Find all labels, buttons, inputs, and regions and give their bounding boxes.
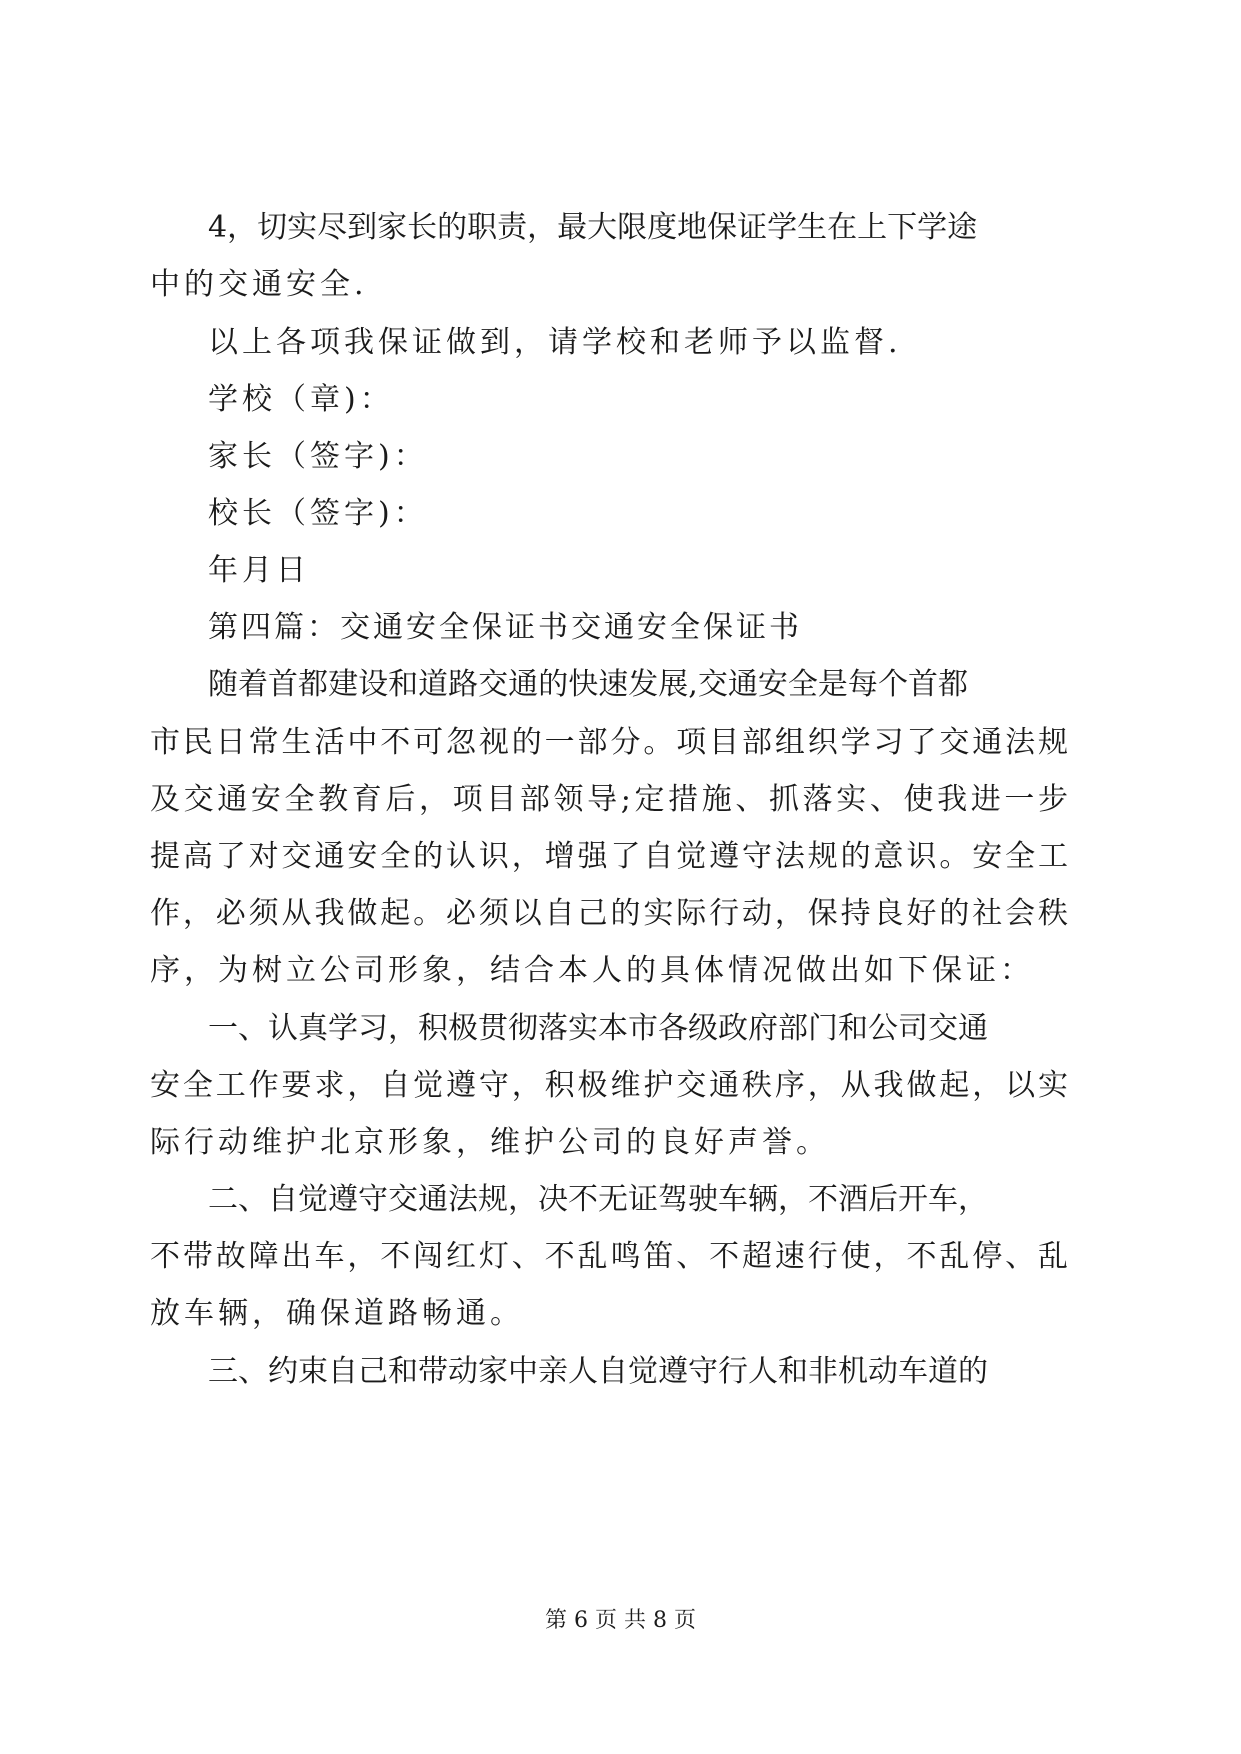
page-footer: 第 6 页 共 8 页 (545, 1608, 696, 1633)
item-3-line-1: 三、约束自己和带动家中亲人自觉遵守行人和非机动车道的 (208, 1354, 988, 1389)
intro-paragraph-line-5: 作，必须从我做起。必须以自己的实际行动，保持良好的社会秩 (150, 896, 1068, 931)
item-1-line-2: 安全工作要求，自觉遵守，积极维护交通秩序，从我做起，以实 (150, 1068, 1068, 1103)
date-label: 年月日 (208, 553, 310, 588)
parent-signature-label: 家长（签字)： (208, 439, 428, 474)
section-heading: 第四篇：交通安全保证书交通安全保证书 (208, 610, 802, 645)
item-2-line-1: 二、自觉遵守交通法规，决不无证驾驶车辆，不酒后开车， (208, 1182, 988, 1217)
intro-paragraph-line-4: 提高了对交通安全的认识，增强了自觉遵守法规的意识。安全工 (150, 839, 1068, 874)
item-1-line-1: 一、认真学习，积极贯彻落实本市各级政府部门和公司交通 (208, 1011, 988, 1046)
intro-paragraph-line-3: 及交通安全教育后，项目部领导;定措施、抓落实、使我进一步 (150, 782, 1068, 817)
item-2-line-3: 放车辆，确保道路畅通。 (150, 1296, 524, 1331)
intro-paragraph-line-1: 随着首都建设和道路交通的快速发展,交通安全是每个首都 (208, 667, 968, 702)
supervision-statement: 以上各项我保证做到，请学校和老师予以监督. (208, 325, 902, 360)
principal-signature-label: 校长（签字)： (208, 496, 428, 531)
paragraph-4-line-2: 中的交通安全. (150, 267, 368, 302)
item-1-line-3: 际行动维护北京形象，维护公司的良好声誉。 (150, 1125, 830, 1160)
intro-paragraph-line-6: 序，为树立公司形象，结合本人的具体情况做出如下保证： (150, 953, 1034, 988)
item-2-line-2: 不带故障出车，不闯红灯、不乱鸣笛、不超速行使，不乱停、乱 (150, 1239, 1068, 1274)
intro-paragraph-line-2: 市民日常生活中不可忽视的一部分。项目部组织学习了交通法规 (150, 725, 1068, 760)
paragraph-4-line-1: 4，切实尽到家长的职责，最大限度地保证学生在上下学途 (208, 210, 978, 245)
school-seal-label: 学校（章)： (208, 382, 394, 417)
